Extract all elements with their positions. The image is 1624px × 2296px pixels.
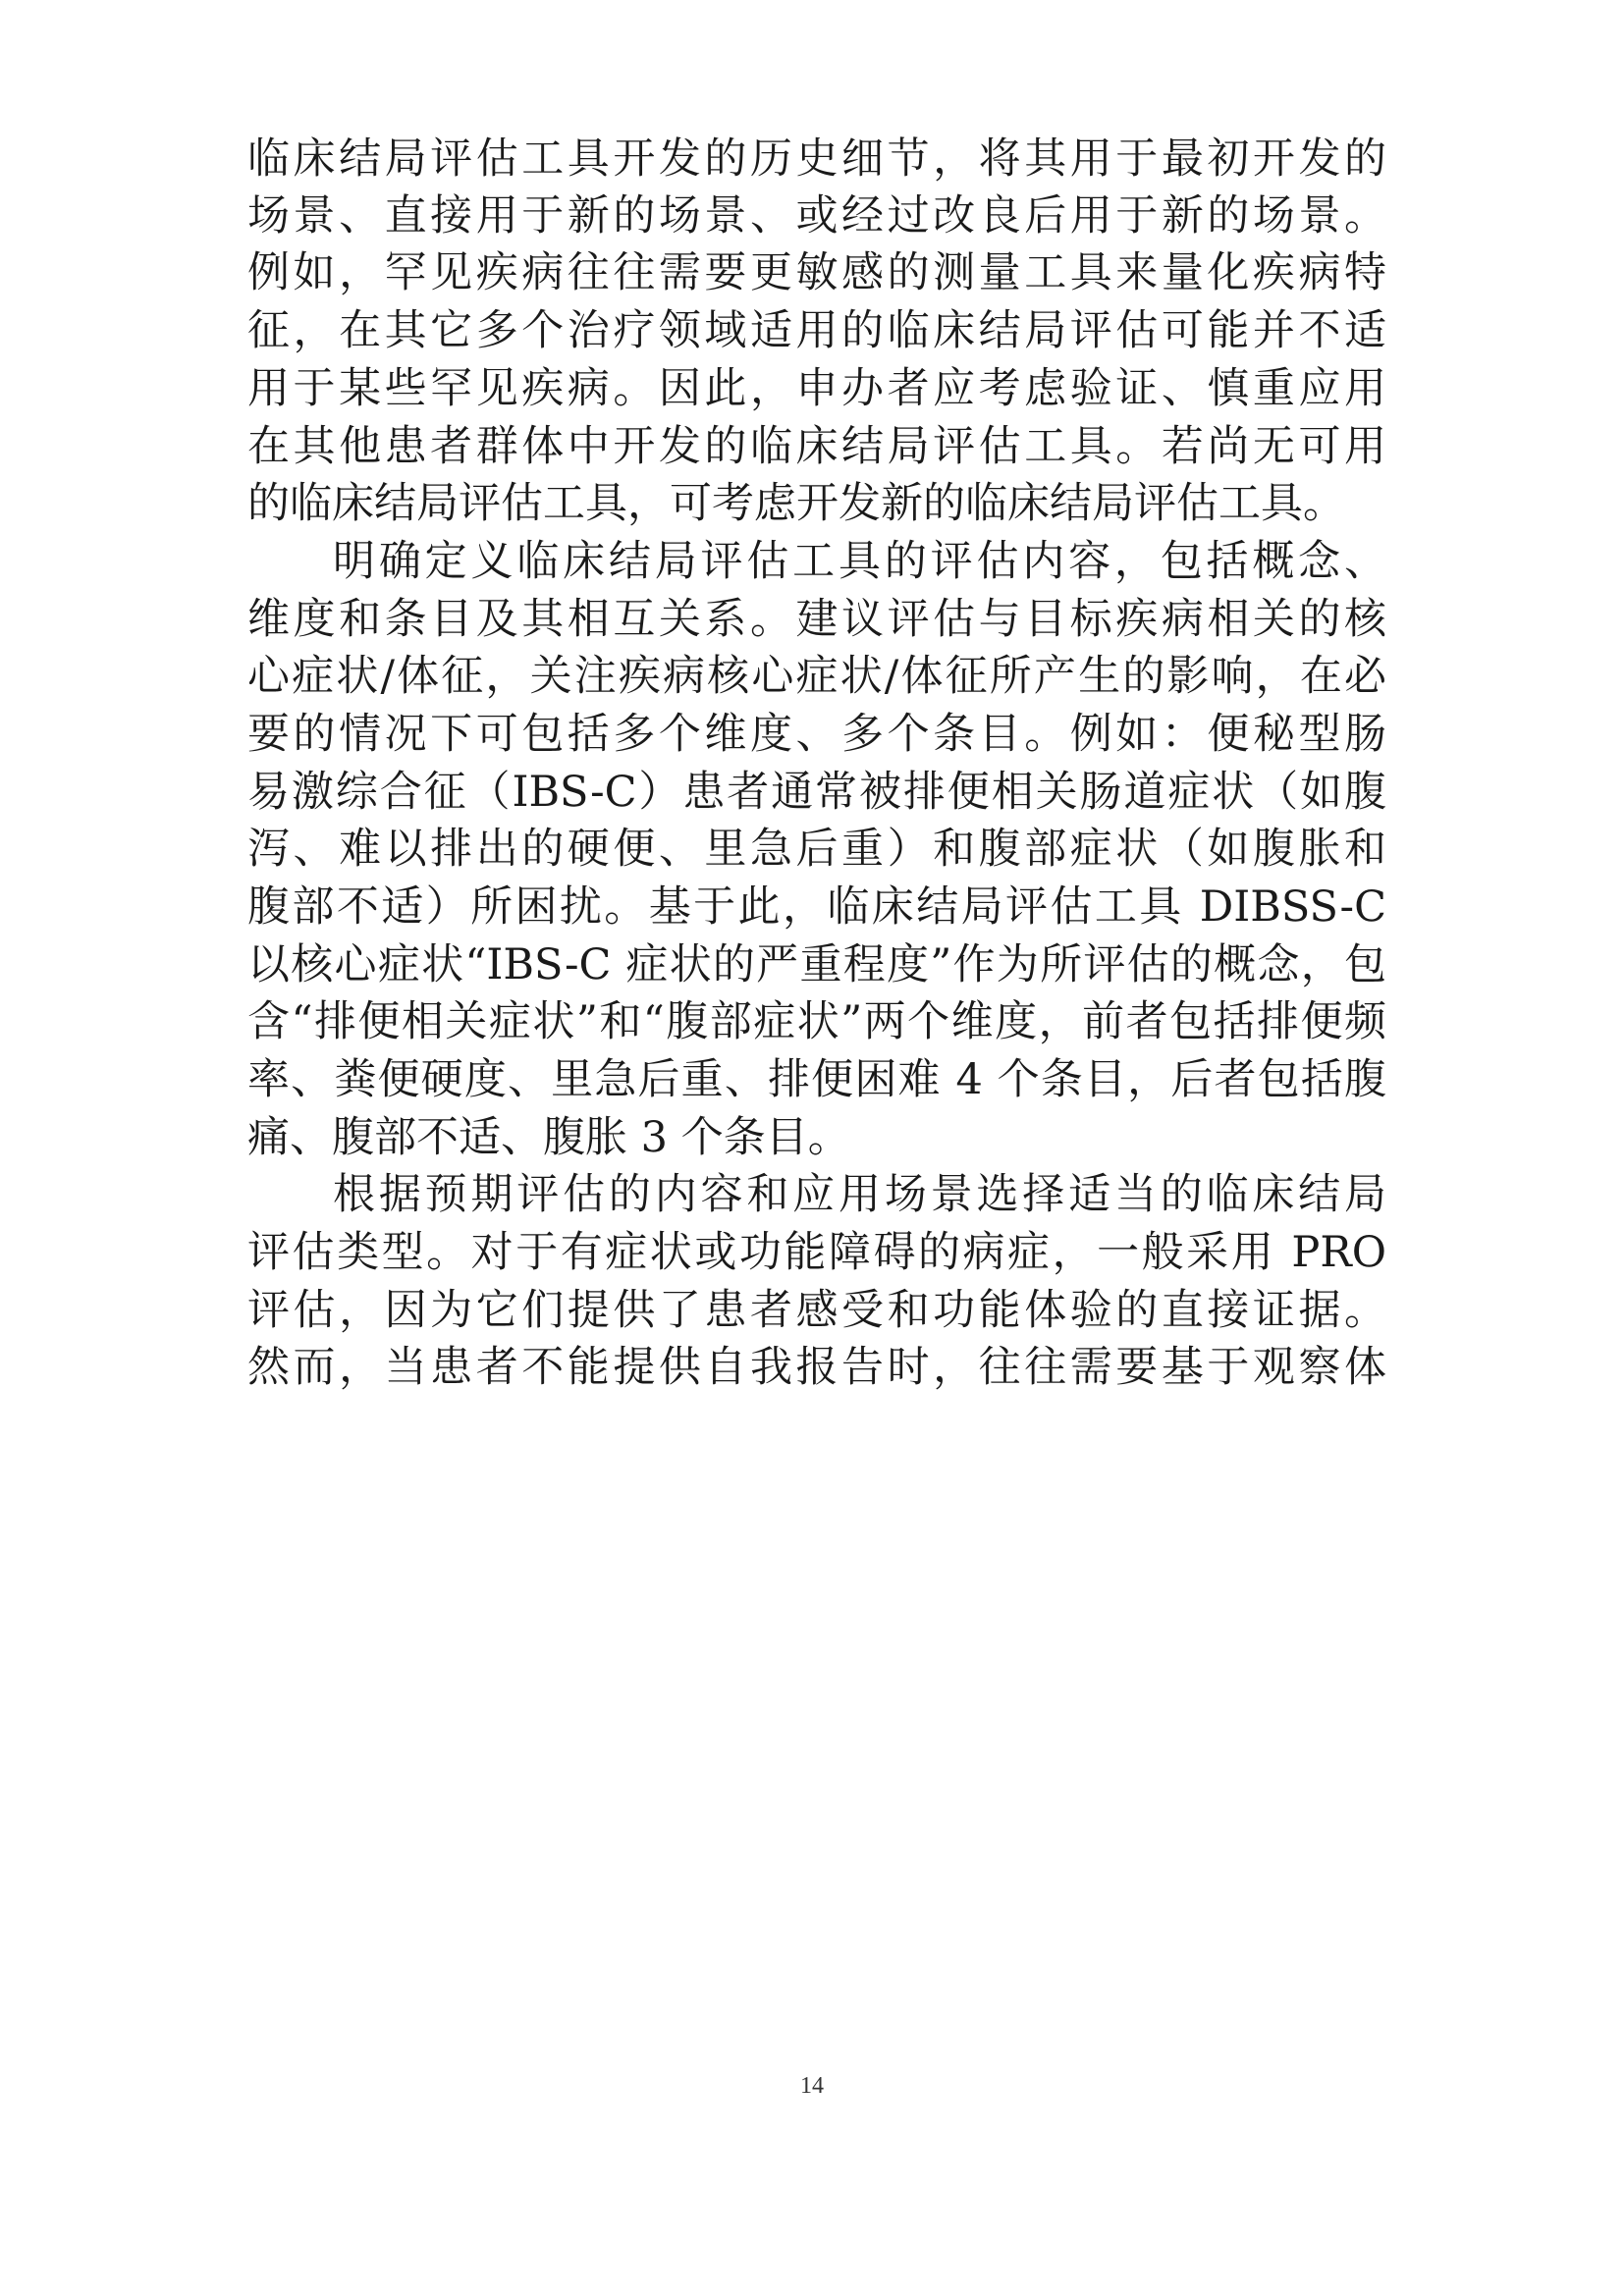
text-line: 例如，罕见疾病往往需要更敏感的测量工具来量化疾病特 xyxy=(247,248,1386,297)
text-line: 场景、直接用于新的场景、或经过改良后用于新的场景。 xyxy=(247,191,1386,240)
text-line: 明确定义临床结局评估工具的评估内容，包括概念、 xyxy=(333,537,1386,586)
text-line: 泻、难以排出的硬便、里急后重）和腹部症状（如腹胀和 xyxy=(247,825,1386,874)
text-line: 心症状/体征，关注疾病核心症状/体征所产生的影响，在必 xyxy=(247,652,1386,701)
text-line: 率、粪便硬度、里急后重、排便困难 4 个条目，后者包括腹 xyxy=(247,1055,1386,1104)
text-line: 要的情况下可包括多个维度、多个条目。例如：便秘型肠 xyxy=(247,710,1386,759)
text-line: 用于某些罕见疾病。因此，申办者应考虑验证、慎重应用 xyxy=(247,364,1386,413)
text-line: 在其他患者群体中开发的临床结局评估工具。若尚无可用 xyxy=(247,422,1386,471)
text-line: 痛、腹部不适、腹胀 3 个条目。 xyxy=(247,1113,850,1162)
text-line: 易激综合征（IBS-C）患者通常被排便相关肠道症状（如腹 xyxy=(247,768,1386,817)
text-line: 以核心症状“IBS-C 症状的严重程度”作为所评估的概念，包 xyxy=(247,940,1386,989)
text-line: 然而，当患者不能提供自我报告时，往往需要基于观察体 xyxy=(247,1343,1386,1392)
text-line: 根据预期评估的内容和应用场景选择适当的临床结局 xyxy=(333,1170,1386,1219)
text-line: 的临床结局评估工具，可考虑开发新的临床结局评估工具。 xyxy=(247,479,1345,528)
text-line: 评估，因为它们提供了患者感受和功能体验的直接证据。 xyxy=(247,1286,1386,1335)
page-number: 14 xyxy=(800,2073,824,2099)
text-line: 含“排便相关症状”和“腹部症状”两个维度，前者包括排便频 xyxy=(247,997,1386,1046)
text-line: 征，在其它多个治疗领域适用的临床结局评估可能并不适 xyxy=(247,306,1386,355)
text-line: 维度和条目及其相互关系。建议评估与目标疾病相关的核 xyxy=(247,595,1386,644)
text-line: 评估类型。对于有症状或功能障碍的病症，一般采用 PRO xyxy=(247,1228,1386,1277)
text-line: 临床结局评估工具开发的历史细节，将其用于最初开发的 xyxy=(247,134,1386,184)
text-line: 腹部不适）所困扰。基于此，临床结局评估工具 DIBSS-C xyxy=(247,882,1386,932)
